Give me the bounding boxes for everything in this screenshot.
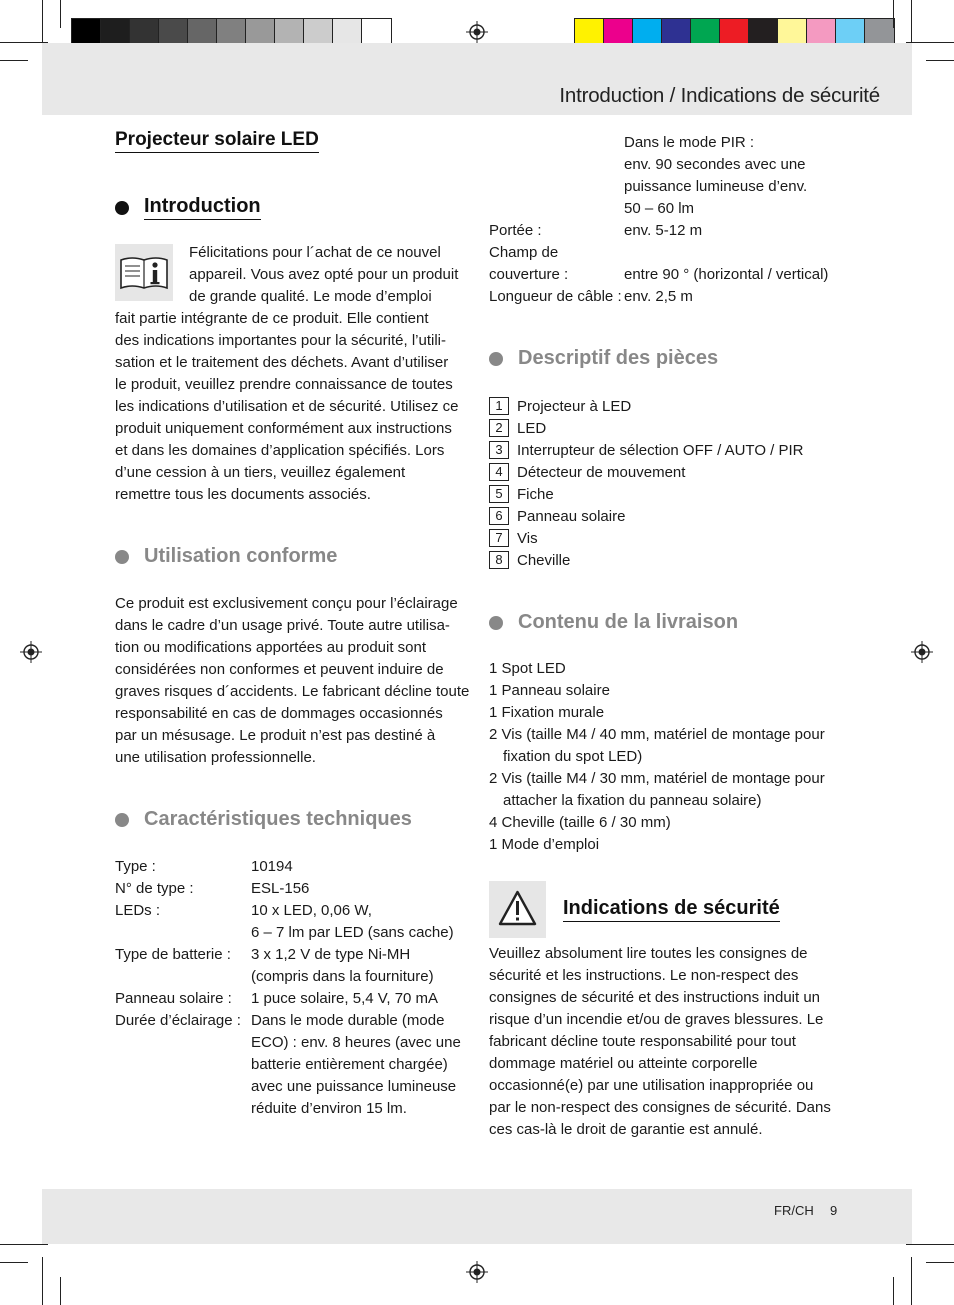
parts-number: 6 [489,507,509,525]
spec-label: Champ de [489,244,559,261]
spec-value: avec une puissance lumineuse [251,1078,457,1095]
intro-line: les indications d’utilisation et de sécurité. Utilisez ce [115,398,459,415]
spec-value: 10 x LED, 0,06 W, [251,902,372,919]
intro-line: et dans les domaines d’application spécifiés. Lors [115,442,445,459]
securite-line: risque d’un incendie et/ou de graves blessures. Le [489,1011,824,1028]
page-number: 9 [830,1203,838,1218]
crop-mark [926,60,954,61]
contenu-line: 1 Spot LED [489,660,566,677]
intro-line: produit uniquement conformément aux instructions [115,420,452,437]
color-swatch [778,19,807,45]
bullet-icon [115,201,129,215]
parts-item [489,417,546,439]
parts-label: Interrupteur de sélection OFF / AUTO / PIR [517,441,804,459]
spec-label: couverture : [489,266,569,283]
contenu-line: 2 Vis (taille M4 / 40 mm, matériel de montage pour [489,726,825,743]
color-swatch [362,19,391,45]
bullet-icon [489,616,503,630]
heading-text: Caractéristiques techniques [144,808,412,830]
parts-item [489,483,554,505]
intro-line: remettre tous les documents associés. [115,486,371,503]
crop-mark [0,1244,48,1245]
contenu-line: attacher la fixation du panneau solaire) [503,792,762,809]
spec-value: puissance lumineuse d’env. [624,178,808,195]
warning-triangle-icon [489,881,546,938]
footer-language: FR/CH [774,1203,814,1218]
parts-label: LED [517,419,547,437]
utilisation-line: Ce produit est exclusivement conçu pour l’éclairage [115,595,458,612]
color-swatch [130,19,159,45]
grey-swatch-bar [71,18,392,46]
color-swatch [304,19,333,45]
securite-line: sécurité et les instructions. Le non-respect des [489,967,799,984]
spec-value: env. 2,5 m [624,288,693,305]
page-header-title: Introduction / Indications de sécurité [559,84,880,107]
crop-mark [906,1244,954,1245]
contenu-line: 2 Vis (taille M4 / 30 mm, matériel de montage pour [489,770,825,787]
securite-line: consignes de sécurité et des instructions induit un [489,989,821,1006]
spec-value: env. 90 secondes avec une [624,156,806,173]
parts-item [489,461,685,483]
spec-value: 3 x 1,2 V de type Ni-MH [251,946,411,963]
spec-label: LEDs : [115,902,161,919]
color-swatch [691,19,720,45]
parts-label: Panneau solaire [517,507,626,525]
color-swatch-bar [574,18,895,46]
parts-number: 7 [489,529,509,547]
crop-mark [0,42,48,43]
contenu-line: 1 Fixation murale [489,704,605,721]
parts-number: 5 [489,485,509,503]
utilisation-line: une utilisation professionnelle. [115,749,316,766]
color-swatch [217,19,246,45]
crop-mark [0,60,28,61]
info-book-icon [115,244,173,301]
parts-item [489,527,538,549]
color-swatch [159,19,188,45]
parts-number: 8 [489,551,509,569]
contenu-line: 1 Panneau solaire [489,682,610,699]
bullet-icon [115,550,129,564]
color-swatch [662,19,691,45]
parts-label: Vis [517,529,538,547]
intro-line: sation et le traitement des déchets. Avant d’utiliser [115,354,449,371]
heading-introduction [115,195,261,220]
crop-mark [893,0,894,28]
heading-descriptif-des-pieces [489,347,718,370]
color-swatch [604,19,633,45]
parts-number: 1 [489,397,509,415]
registration-mark-icon [466,21,488,43]
parts-item [489,439,804,461]
color-swatch [836,19,865,45]
spec-label: Durée d’éclairage : [115,1012,241,1029]
color-swatch [188,19,217,45]
crop-mark [911,0,912,48]
securite-line: par le non-respect des consignes de sécurité. Dans [489,1099,831,1116]
spec-label: N° de type : [115,880,194,897]
crop-mark [926,1262,954,1263]
intro-line: de grande qualité. Le mode d’emploi [189,288,432,305]
bullet-icon [489,352,503,366]
heading-text: Descriptif des pièces [518,347,719,369]
color-swatch [333,19,362,45]
utilisation-line: tion ou modifications apportées au produit sont [115,639,427,656]
color-swatch [749,19,778,45]
heading-caracteristiques-techniques [115,808,412,831]
bullet-icon [115,813,129,827]
spec-value: Dans le mode PIR : [624,134,755,151]
parts-item [489,549,570,571]
spec-value: 6 – 7 lm par LED (sans cache) [251,924,454,941]
intro-line: Félicitations pour l´achat de ce nouvel [189,244,441,261]
parts-number: 2 [489,419,509,437]
intro-line: d’une cession à un tiers, veuillez également [115,464,406,481]
spec-value: batterie entièrement chargée) [251,1056,448,1073]
spec-value: ECO) : env. 8 heures (avec une [251,1034,461,1051]
securite-line: ces cas-là le droit de garantie est annulé. [489,1121,763,1138]
color-swatch [101,19,130,45]
contenu-line: fixation du spot LED) [503,748,643,765]
utilisation-line: graves risques d´accidents. Le fabricant décline toute [115,683,470,700]
spec-value: réduite d’environ 15 lm. [251,1100,407,1117]
color-swatch [72,19,101,45]
color-swatch [865,19,894,45]
heading-utilisation-conforme [115,545,337,568]
crop-mark [906,42,954,43]
spec-value: env. 5-12 m [624,222,703,239]
heading-contenu-de-la-livraison [489,611,738,634]
securite-line: fabricant décline toute responsabilité pour tout [489,1033,796,1050]
securite-line: Veuillez absolument lire toutes les consignes de [489,945,808,962]
registration-mark-icon [911,641,933,663]
utilisation-line: considérées non conformes et peuvent induire de [115,661,444,678]
spec-value: 50 – 60 lm [624,200,695,217]
parts-label: Fiche [517,485,554,503]
color-swatch [275,19,304,45]
color-swatch [246,19,275,45]
parts-label: Détecteur de mouvement [517,463,686,481]
crop-mark [911,1257,912,1305]
heading-text: Indications de sécurité [563,897,780,922]
heading-indications-de-securite [563,897,780,922]
crop-mark [60,1277,61,1305]
utilisation-line: par un mésusage. Le produit n’est pas destiné à [115,727,436,744]
crop-mark [42,1257,43,1305]
spec-value: 10194 [251,858,293,875]
parts-item [489,395,631,417]
color-swatch [720,19,749,45]
registration-mark-icon [20,641,42,663]
heading-text: Introduction [144,195,261,220]
spec-value: (compris dans la fourniture) [251,968,434,985]
color-swatch [807,19,836,45]
securite-line: occasionné(e) par une utilisation inappropriée ou [489,1077,814,1094]
spec-label: Type : [115,858,156,875]
parts-number: 3 [489,441,509,459]
parts-number: 4 [489,463,509,481]
intro-line: des indications importantes pour la sécurité, l’utili- [115,332,446,349]
color-swatch [633,19,662,45]
spec-value: 1 puce solaire, 5,4 V, 70 mA [251,990,439,1007]
intro-line: fait partie intégrante de ce produit. Elle contient [115,310,429,327]
spec-label: Longueur de câble : [489,288,622,305]
securite-line: dommage matériel ou atteinte corporelle [489,1055,758,1072]
parts-label: Cheville [517,551,571,569]
intro-line: appareil. Vous avez opté pour un produit [189,266,459,283]
crop-mark [0,1262,28,1263]
crop-mark [893,1277,894,1305]
crop-mark [42,0,43,48]
spec-value: Dans le mode durable (mode [251,1012,445,1029]
heading-text: Contenu de la livraison [518,611,739,633]
utilisation-line: responsabilité en cas de dommages occasionnés [115,705,443,722]
spec-label: Type de batterie : [115,946,231,963]
intro-line: le produit, veuillez prendre connaissance de toutes [115,376,453,393]
contenu-line: 1 Mode d’emploi [489,836,600,853]
registration-mark-icon [466,1261,488,1283]
spec-value: ESL-156 [251,880,310,897]
spec-label: Panneau solaire : [115,990,232,1007]
color-swatch [575,19,604,45]
heading-text: Utilisation conforme [144,545,338,567]
crop-mark [60,0,61,28]
document-title: Projecteur solaire LED [115,129,319,153]
spec-label: Portée : [489,222,542,239]
contenu-line: 4 Cheville (taille 6 / 30 mm) [489,814,671,831]
spec-value: entre 90 ° (horizontal / vertical) [624,266,829,283]
utilisation-line: dans le cadre d’un usage privé. Toute autre utilisa- [115,617,450,634]
parts-label: Projecteur à LED [517,397,632,415]
parts-item [489,505,625,527]
